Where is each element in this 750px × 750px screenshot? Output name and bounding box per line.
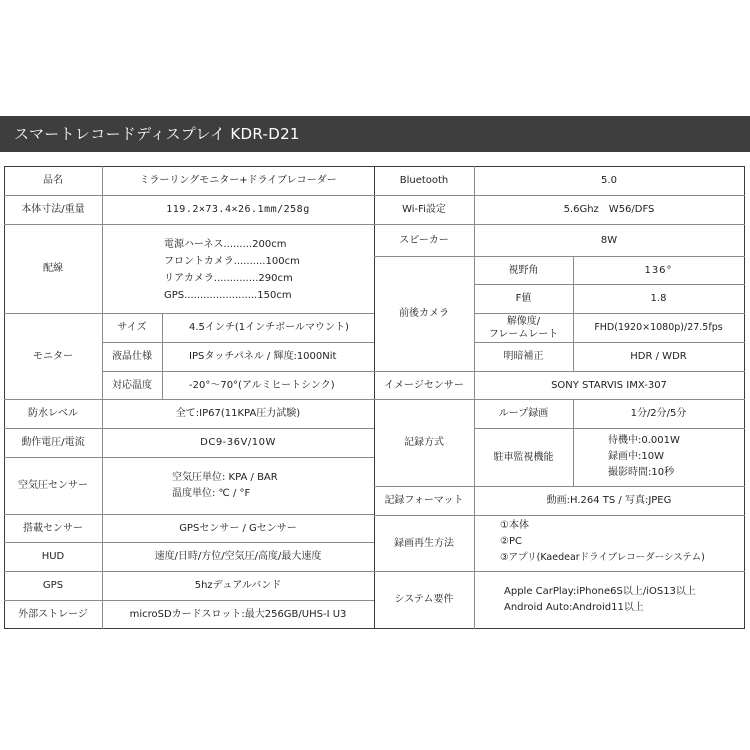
label-parking-monitor: 駐車監視機能: [493, 451, 554, 463]
value-lcd-spec: IPSタッチパネル / 輝度:1000Nit: [189, 351, 337, 362]
air-sensor-line: 温度単位: ℃ / °F: [172, 488, 251, 499]
wiring-line: リアカメラ..............290cm: [164, 273, 293, 284]
value-hdr: HDR / WDR: [630, 351, 687, 362]
value-f-number: 1.8: [650, 293, 667, 304]
playback-line: ②PC: [500, 536, 522, 547]
left-col-divider-4: [162, 313, 163, 399]
label-image-sensor: イメージセンサー: [384, 379, 464, 391]
label-speaker: スピーカー: [399, 234, 449, 246]
value-loop-recording: 1分/2分/5分: [630, 408, 687, 419]
value-hud: 速度/日時/方位/空気圧/高度/最大速度: [154, 551, 322, 562]
label-hdr: 明暗補正: [503, 351, 544, 362]
label-monitor-size: サイズ: [117, 322, 147, 333]
spec-table: [4, 166, 745, 629]
value-wifi: 5.6Ghz W56/DFS: [563, 204, 655, 215]
wiring-line: フロントカメラ..........100cm: [164, 256, 300, 267]
system-line: Apple CarPlay:iPhone6S以上/iOS13以上: [504, 586, 696, 597]
label-f-number: F値: [515, 293, 532, 304]
label-storage: 外部ストレージ: [18, 608, 88, 620]
label-power: 動作電圧/電流: [21, 437, 85, 448]
value-waterproof: 全て:IP67(11KPA圧力試験): [175, 408, 301, 419]
parking-line: 録画中:10W: [608, 451, 664, 462]
value-format: 動画:H.264 TS / 写真:JPEG: [546, 495, 672, 506]
label-product-name: 品名: [43, 175, 63, 186]
label-size-weight: 本体寸法/重量: [21, 204, 85, 215]
value-air-sensor: [172, 470, 372, 506]
label-format: 記録フォーマット: [384, 495, 464, 506]
air-sensor-line: 空気圧単位: KPA / BAR: [172, 472, 278, 483]
value-sensors: GPSセンサー / Gセンサー: [179, 522, 297, 534]
resolution-label-line: フレームレート: [488, 329, 559, 340]
value-system: [504, 584, 744, 618]
value-monitor-size: 4.5インチ(1インチボールマウント): [189, 322, 349, 333]
label-air-sensor: 空気圧センサー: [18, 480, 88, 491]
value-power: DC9-36V/10W: [200, 437, 276, 448]
label-resolution: [474, 315, 573, 341]
playback-line: ①本体: [500, 520, 529, 531]
label-bluetooth: Bluetooth: [399, 175, 449, 186]
label-hud: HUD: [41, 551, 65, 562]
value-temperature: -20°～70°(アルミヒートシンク): [189, 379, 335, 391]
label-system: システム要件: [394, 594, 454, 605]
label-wiring: 配線: [43, 263, 63, 274]
value-resolution: FHD(1920×1080p)/27.5fps: [594, 322, 723, 333]
wiring-line: GPS.......................150cm: [164, 290, 292, 301]
value-parking-monitor: [608, 433, 744, 483]
value-bluetooth: 5.0: [601, 175, 617, 186]
table-border-right: [744, 166, 745, 629]
label-wifi: Wi-Fi設定: [402, 204, 446, 215]
system-line: Android Auto:Android11以上: [504, 602, 644, 613]
label-playback: 録画再生方法: [394, 537, 454, 549]
value-wiring: [164, 236, 374, 306]
label-loop-recording: ループ録画: [498, 408, 549, 419]
parking-line: 撮影時間:10秒: [608, 467, 675, 478]
label-monitor: モニター: [33, 350, 73, 362]
page-title: スマートレコードディスプレイ KDR-D21: [0, 116, 750, 152]
value-playback: [500, 518, 744, 568]
label-view-angle: 視野角: [508, 264, 539, 276]
parking-line: 待機中:0.001W: [608, 435, 680, 446]
label-lcd-spec: 液晶仕様: [112, 351, 152, 362]
wiring-line: 電源ハーネス.........200cm: [164, 239, 287, 250]
label-gps: GPS: [42, 580, 64, 591]
value-view-angle: 136°: [644, 264, 673, 276]
value-storage: microSDカードスロット:最大256GB/UHS-I U3: [129, 608, 347, 620]
value-product-name: ミラーリングモニター+ドライブレコーダー: [139, 175, 337, 186]
label-camera: 前後カメラ: [399, 308, 449, 319]
label-sensors: 搭載センサー: [23, 522, 83, 534]
value-size-weight: 119.2×73.4×26.1mm/258g: [166, 204, 310, 215]
value-image-sensor: SONY STARVIS IMX-307: [551, 379, 667, 391]
playback-line: ③アプリ(Kaedearドライブレコーダーシステム): [500, 552, 705, 563]
resolution-label-line: 解像度/: [506, 316, 541, 327]
label-recording: 記録方式: [404, 437, 444, 448]
value-gps: 5hzデュアルバンド: [194, 580, 282, 591]
label-waterproof: 防水レベル: [28, 408, 78, 419]
label-temperature: 対応温度: [112, 379, 152, 391]
value-speaker: 8W: [600, 234, 618, 246]
